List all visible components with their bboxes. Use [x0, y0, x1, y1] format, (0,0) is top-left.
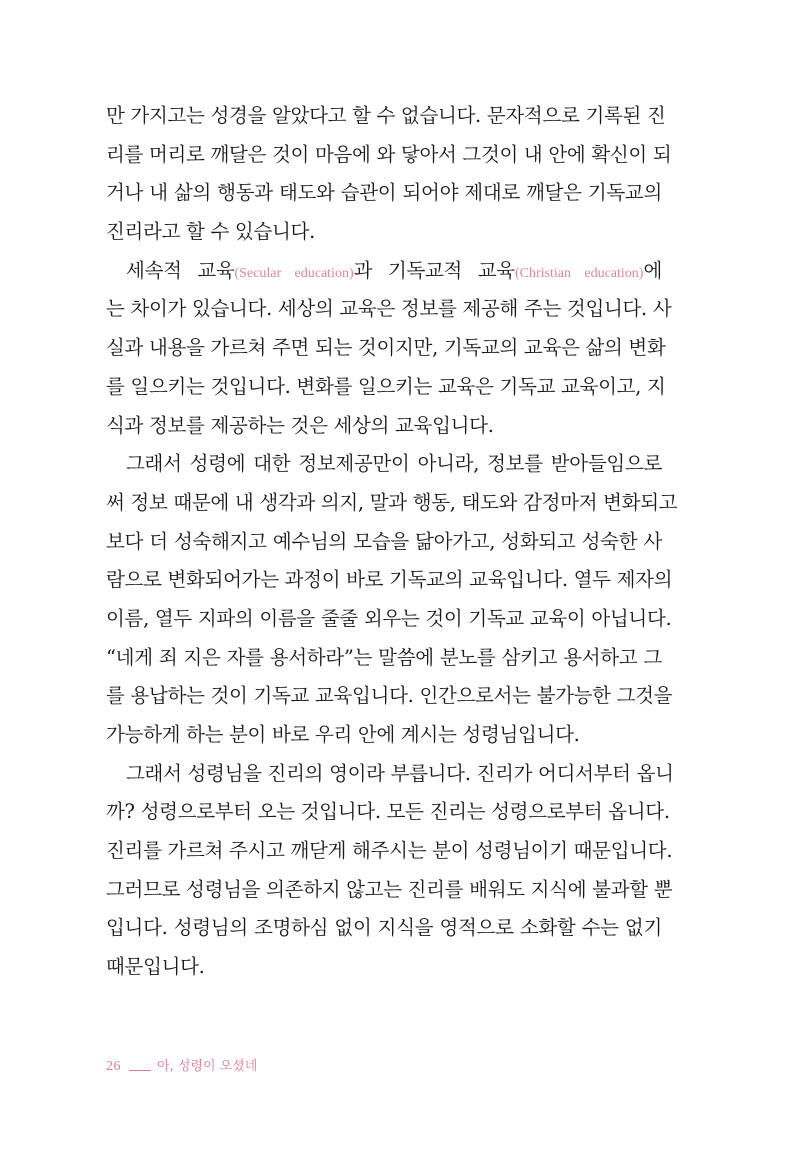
body-text [106, 97, 678, 987]
running-title: 아, 성령이 오셨네 [157, 1059, 258, 1074]
text-line: 람으로 변화되어가는 과정이 바로 기독교의 교육입니다. 열두 제자의 [106, 568, 673, 592]
text-line: 식과 정보를 제공하는 것은 세상의 교육입니다. [106, 413, 494, 437]
english-term: (Christian education) [514, 265, 644, 281]
text-line: 진리를 가르쳐 주시고 깨닫게 해주시는 분이 성령님이기 때문입니다. [106, 839, 673, 863]
text-line: 만 가지고는 성경을 알았다고 할 수 없습니다. 문자적으로 기록된 진 [106, 104, 666, 127]
text-line: 그래서 성령에 대한 정보제공만이 아니라, 정보를 받아들임으로 [126, 452, 662, 476]
text-line: 보다 더 성숙해지고 예수님의 모습을 닮아가고, 성화되고 성숙한 사 [106, 529, 662, 553]
text-line [106, 252, 662, 291]
text-line: 는 차이가 있습니다. 세상의 교육은 정보를 제공해 주는 것입니다. 사 [106, 297, 672, 321]
text-segment: 세속적 교육 [126, 258, 235, 282]
text-segment: 과 기독교적 교육 [353, 258, 515, 282]
text-line: 그래서 성령님을 진리의 영이라 부릅니다. 진리가 어디서부터 옵니 [126, 761, 674, 785]
text-line: 실과 내용을 가르쳐 주면 되는 것이지만, 기독교의 교육은 삶의 변화 [106, 336, 666, 360]
footer-rule [129, 1070, 151, 1071]
page-footer [106, 1055, 257, 1075]
text-line: 때문입니다. [106, 955, 205, 979]
text-line: 를 용납하는 것이 기독교 교육입니다. 인간으로서는 불가능한 그것을 [106, 684, 673, 708]
page-number: 26 [106, 1059, 121, 1074]
text-line: 가능하게 하는 분이 바로 우리 안에 계시는 성령님입니다. [106, 723, 580, 746]
text-line: 써 정보 때문에 내 생각과 의지, 말과 행동, 태도와 감정마저 변화되고 [106, 490, 678, 514]
text-segment: 에 [643, 258, 662, 282]
text-line: 까? 성령으로부터 오는 것입니다. 모든 진리는 성령으로부터 옵니다. [106, 800, 670, 824]
text-line: 그러므로 성령님을 의존하지 않고는 진리를 배워도 지식에 불과할 뿐 [106, 877, 673, 901]
text-line: 거나 내 삶의 행동과 태도와 습관이 되어야 제대로 깨달은 기독교의 [106, 181, 662, 205]
text-line: 를 일으키는 것입니다. 변화를 일으키는 교육은 기독교 교육이고, 지 [106, 374, 666, 398]
text-line: 입니다. 성령님의 조명하심 없이 지식을 영적으로 소화할 수는 없기 [106, 916, 662, 940]
text-line: 이름, 열두 지파의 이름을 줄줄 외우는 것이 기독교 교육이 아닙니다. [106, 606, 672, 630]
english-term: (Secular education) [234, 265, 354, 281]
text-line: “네게 죄 지은 자를 용서하라”는 말씀에 분노를 삼키고 용서하고 그 [106, 645, 662, 669]
text-line: 리를 머리로 깨달은 것이 마음에 와 닿아서 그것이 내 안에 확신이 되 [106, 142, 672, 166]
text-line: 진리라고 할 수 있습니다. [106, 220, 315, 244]
